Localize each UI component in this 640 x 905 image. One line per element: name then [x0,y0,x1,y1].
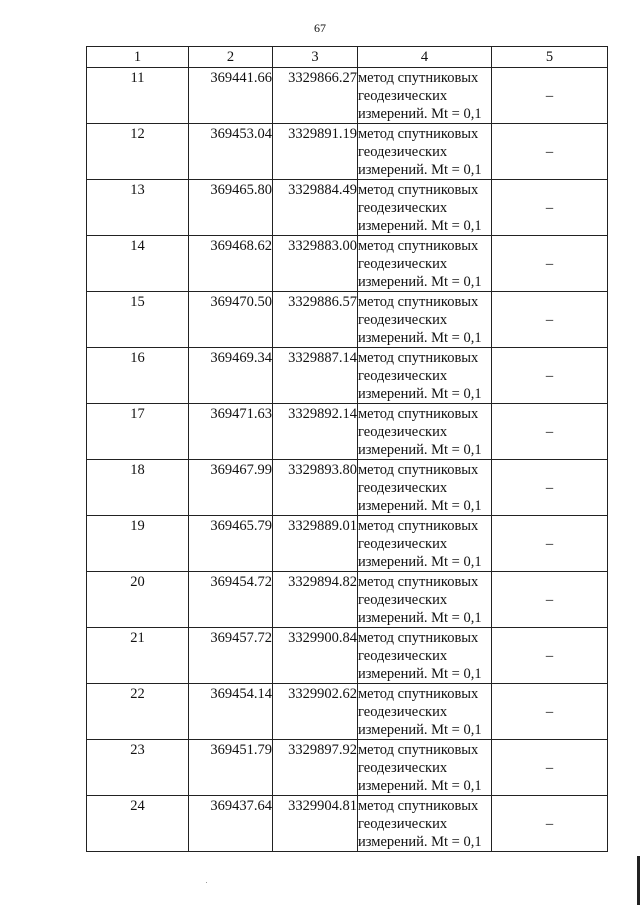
x-coordinate-cell: 369465.79 [189,516,273,572]
y-coordinate-cell: 3329900.84 [273,628,358,684]
y-coordinate-cell: 3329887.14 [273,348,358,404]
point-number-cell: 16 [87,348,189,404]
table-row [87,292,608,348]
table-row [87,516,608,572]
point-number-cell: 17 [87,404,189,460]
y-coordinate-cell: 3329894.82 [273,572,358,628]
point-number-cell: 20 [87,572,189,628]
scan-dot-mark [206,882,207,883]
table-row [87,348,608,404]
y-coordinate-cell: 3329904.81 [273,796,358,852]
x-coordinate-cell: 369451.79 [189,740,273,796]
method-line-1: метод спутниковых [358,406,479,422]
y-coordinate-cell: 3329902.62 [273,684,358,740]
method-cell [358,124,492,180]
method-line-3: измерений. Mt = 0,1 [358,330,482,346]
description-cell: – [492,292,608,348]
table-body [87,68,608,852]
method-cell [358,404,492,460]
description-cell: – [492,236,608,292]
table-row [87,628,608,684]
header-col-4: 4 [358,47,492,68]
point-number-cell: 24 [87,796,189,852]
x-coordinate-cell: 369454.72 [189,572,273,628]
description-cell: – [492,628,608,684]
method-line-1: метод спутниковых [358,798,479,814]
y-coordinate-cell: 3329866.27 [273,68,358,124]
y-coordinate-cell: 3329889.01 [273,516,358,572]
method-line-1: метод спутниковых [358,742,479,758]
y-coordinate-cell: 3329891.19 [273,124,358,180]
method-cell [358,572,492,628]
point-number-cell: 12 [87,124,189,180]
description-cell: – [492,684,608,740]
method-line-3: измерений. Mt = 0,1 [358,274,482,290]
x-coordinate-cell: 369441.66 [189,68,273,124]
header-col-2: 2 [189,47,273,68]
y-coordinate-cell: 3329884.49 [273,180,358,236]
description-cell: – [492,516,608,572]
description-cell: – [492,460,608,516]
method-line-3: измерений. Mt = 0,1 [358,162,482,178]
table-row [87,124,608,180]
table-row [87,684,608,740]
description-cell: – [492,404,608,460]
y-coordinate-cell: 3329893.80 [273,460,358,516]
table-row [87,572,608,628]
header-col-1: 1 [87,47,189,68]
description-cell: – [492,348,608,404]
table-row [87,404,608,460]
method-line-1: метод спутниковых [358,238,479,254]
x-coordinate-cell: 369471.63 [189,404,273,460]
method-line-3: измерений. Mt = 0,1 [358,218,482,234]
method-cell [358,740,492,796]
x-coordinate-cell: 369468.62 [189,236,273,292]
table-row [87,68,608,124]
method-cell [358,796,492,852]
x-coordinate-cell: 369465.80 [189,180,273,236]
point-number-cell: 15 [87,292,189,348]
header-col-3: 3 [273,47,358,68]
point-number-cell: 22 [87,684,189,740]
y-coordinate-cell: 3329892.14 [273,404,358,460]
method-line-3: измерений. Mt = 0,1 [358,722,482,738]
method-line-1: метод спутниковых [358,294,479,310]
table-row [87,460,608,516]
method-cell [358,460,492,516]
method-line-2: геодезических [358,144,448,160]
method-cell [358,516,492,572]
method-line-2: геодезических [358,200,448,216]
method-line-3: измерений. Mt = 0,1 [358,442,482,458]
method-line-1: метод спутниковых [358,630,479,646]
method-line-3: измерений. Mt = 0,1 [358,106,482,122]
description-cell: – [492,796,608,852]
description-cell: – [492,572,608,628]
description-cell: – [492,68,608,124]
x-coordinate-cell: 369453.04 [189,124,273,180]
point-number-cell: 23 [87,740,189,796]
method-line-1: метод спутниковых [358,126,479,142]
method-line-2: геодезических [358,704,448,720]
method-line-2: геодезических [358,648,448,664]
method-line-3: измерений. Mt = 0,1 [358,554,482,570]
method-line-1: метод спутниковых [358,70,479,86]
method-line-2: геодезических [358,760,448,776]
method-line-3: измерений. Mt = 0,1 [358,666,482,682]
table-row [87,796,608,852]
description-cell: – [492,740,608,796]
method-cell [358,68,492,124]
method-line-2: геодезических [358,592,448,608]
method-line-3: измерений. Mt = 0,1 [358,498,482,514]
method-line-2: геодезических [358,312,448,328]
method-line-2: геодезических [358,536,448,552]
method-line-1: метод спутниковых [358,518,479,534]
x-coordinate-cell: 369454.14 [189,684,273,740]
method-line-2: геодезических [358,256,448,272]
coordinates-table [86,46,608,852]
method-line-1: метод спутниковых [358,686,479,702]
y-coordinate-cell: 3329883.00 [273,236,358,292]
page-number: 67 [314,21,326,35]
method-line-3: измерений. Mt = 0,1 [358,834,482,850]
point-number-cell: 21 [87,628,189,684]
method-line-3: измерений. Mt = 0,1 [358,610,482,626]
method-line-2: геодезических [358,424,448,440]
y-coordinate-cell: 3329886.57 [273,292,358,348]
method-line-1: метод спутниковых [358,462,479,478]
table-row [87,740,608,796]
point-number-cell: 13 [87,180,189,236]
description-cell: – [492,124,608,180]
method-cell [358,684,492,740]
table-header-row [87,47,608,68]
method-cell [358,180,492,236]
y-coordinate-cell: 3329897.92 [273,740,358,796]
x-coordinate-cell: 369469.34 [189,348,273,404]
method-line-1: метод спутниковых [358,574,479,590]
method-line-3: измерений. Mt = 0,1 [358,778,482,794]
point-number-cell: 18 [87,460,189,516]
point-number-cell: 19 [87,516,189,572]
method-cell [358,236,492,292]
method-line-2: геодезических [358,368,448,384]
method-cell [358,628,492,684]
method-line-2: геодезических [358,816,448,832]
x-coordinate-cell: 369437.64 [189,796,273,852]
x-coordinate-cell: 369457.72 [189,628,273,684]
header-col-5: 5 [492,47,608,68]
method-cell [358,292,492,348]
point-number-cell: 11 [87,68,189,124]
method-line-1: метод спутниковых [358,182,479,198]
method-line-2: геодезических [358,88,448,104]
description-cell: – [492,180,608,236]
table-row [87,236,608,292]
method-cell [358,348,492,404]
method-line-2: геодезических [358,480,448,496]
method-line-1: метод спутниковых [358,350,479,366]
method-line-3: измерений. Mt = 0,1 [358,386,482,402]
point-number-cell: 14 [87,236,189,292]
x-coordinate-cell: 369467.99 [189,460,273,516]
table-row [87,180,608,236]
x-coordinate-cell: 369470.50 [189,292,273,348]
